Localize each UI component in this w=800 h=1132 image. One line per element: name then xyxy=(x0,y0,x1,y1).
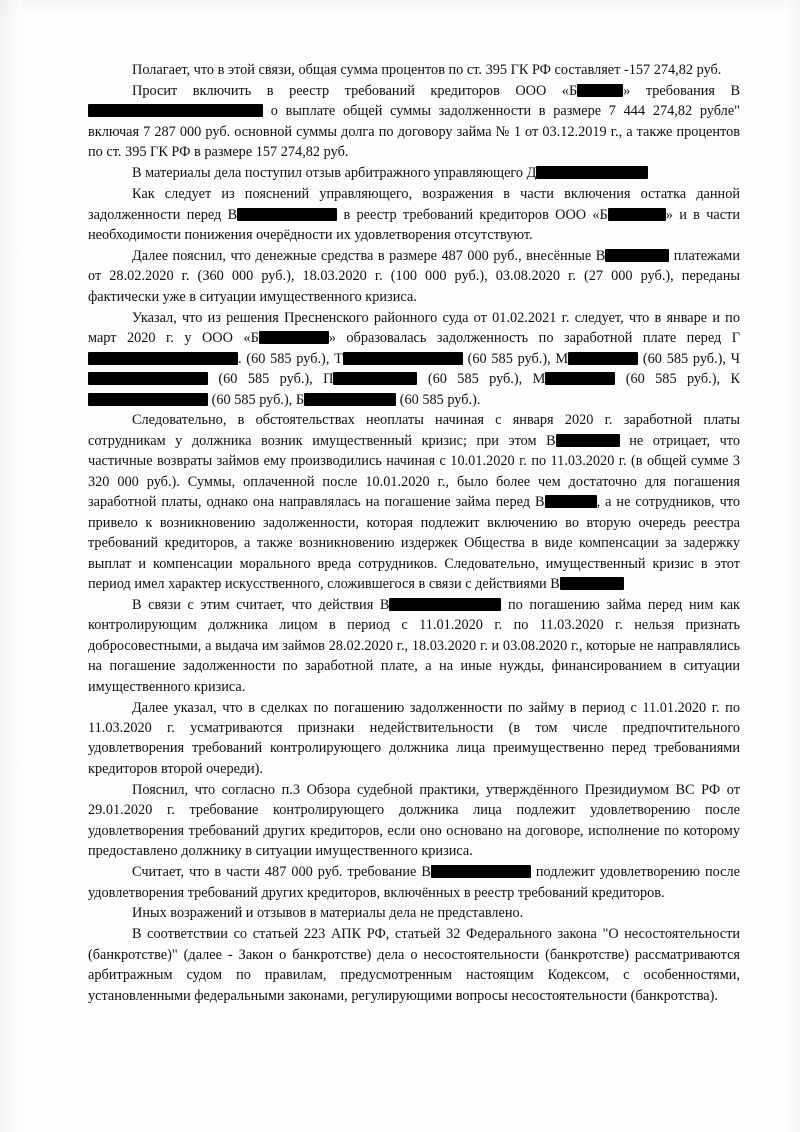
redaction-bar xyxy=(556,434,620,447)
redaction-bar xyxy=(88,352,238,365)
paragraph: Считает, что в части 487 000 руб. требование В подлежит удовлетворению после удовлетворения требований других кредиторов, включённых в реестр требований кредиторов. xyxy=(88,864,740,901)
page-edge-shadow-left xyxy=(0,0,22,1132)
redaction-bar xyxy=(536,166,648,179)
redaction-bar xyxy=(568,352,638,365)
redaction-bar xyxy=(431,865,531,878)
paragraph: В связи с этим считает, что действия В по погашению займа перед ним как контролирующим должника лицом в период с 11.01.2020 г. по 11.03.2020 г. нельзя признать добросовестными, а выдача им займов 28.02.2020 г., 18.03.2020 г. и 03.08.2020 г., которые не направлялись на погашение задолженности по заработной плате, а на иные нужды, финансированием в ситуации имущественного кризиса. xyxy=(88,596,740,695)
redaction-bar xyxy=(560,577,624,590)
redaction-bar xyxy=(333,372,417,385)
page-edge-shadow-right xyxy=(784,0,800,1132)
redaction-bar xyxy=(389,598,501,611)
paragraph: Далее указал, что в сделках по погашению задолженности по займу в период с 11.01.2020 г. по 11.03.2020 г. усматриваются признаки недействительности (в том числе предпочтительного удовлетворения требований контролирующего должника лица преимущественно перед требованиями кредиторов второй очереди). xyxy=(88,699,740,777)
paragraph: Просит включить в реестр требований кредиторов ООО «Б » требования В о выплате общей суммы задолженности в размере 7 444 274,82 рубле" включая 7 287 000 руб. основной суммы долга по договору займа № 1 от 03.12.2019 г., а также процентов по ст. 395 ГК РФ в размере 157 274,82 руб. xyxy=(88,82,740,161)
document-text-body xyxy=(88,60,740,1006)
paragraph: Следовательно, в обстоятельствах неоплаты начиная с января 2020 г. заработной платы сотрудникам у должника возник имущественный кризис; при этом В не отрицает, что частичные возвраты займов ему производились начиная с 10.01.2020 г. по 11.03.2020 г. (в общей сумме 3 320 000 руб.). Суммы, оплаченной после 10.01.2020 г., было более чем достаточно для погашения заработной платы, однако она направлялась на погашение займа перед В , а не сотрудников, что привело к возникновению задолженности, которая подлежит включению во вторую очередь реестра требований кредиторов, а также возникновению издержек Общества в виде компенсации за задержку выплат и компенсации морального вреда сотрудников. Следовательно, имущественный кризис в этот период имел характер искусственного, сложившегося в связи с действиями В xyxy=(88,412,740,592)
redaction-bar xyxy=(545,372,615,385)
page-edge-shadow-top xyxy=(0,0,800,14)
redaction-bar xyxy=(545,495,597,508)
redaction-bar xyxy=(88,372,208,385)
redaction-bar xyxy=(304,393,396,406)
paragraph: Как следует из пояснений управляющего, возражения в части включения остатка данной задолженности перед В в реестр требований кредиторов ООО «Б » и в части необходимости понижения очерёдности их удовлетворения отсутствуют. xyxy=(88,186,740,243)
paragraph: В соответствии со статьей 223 АПК РФ, статьей 32 Федерального закона "О несостоятельности (банкротстве)" (далее - Закон о банкротстве) дела о несостоятельности (банкротстве) рассматриваются арбитражным судом по правилам, предусмотренным настоящим Кодексом, с особенностями, установленными федеральными законами, регулирующими вопросы несостоятельности (банкротства). xyxy=(88,926,740,1004)
paragraph: Указал, что из решения Пресненского районного суда от 01.02.2021 г. следует, что в январе и по март 2020 г. у ООО «Б » образовалась задолженность по заработной плате перед Г. (60 585 руб.), Т (60 585 руб.), М (60 585 руб.), Ч (60 585 руб.), П (60 585 руб.), М (60 585 руб.), К (60 585 руб.), Б (60 585 руб.). xyxy=(88,309,741,408)
redaction-bar xyxy=(259,331,329,344)
redaction-bar xyxy=(88,104,263,117)
paragraph: Полагает, что в этой связи, общая сумма процентов по ст. 395 ГК РФ составляет -157 274,82 руб. xyxy=(132,62,722,78)
redaction-bar xyxy=(608,208,666,221)
paragraph: Иных возражений и отзывов в материалы дела не представлено. xyxy=(132,905,524,922)
redaction-bar xyxy=(88,393,208,406)
redaction-bar xyxy=(605,249,669,262)
paragraph: Далее пояснил, что денежные средства в размере 487 000 руб., внесённые В платежами от 28.02.2020 г. (360 000 руб.), 18.03.2020 г. (100 000 руб.), 03.08.2020 г. (27 000 руб.), переданы фактически уже в ситуации имущественного кризиса. xyxy=(88,247,741,305)
redaction-bar xyxy=(343,352,463,365)
paragraph: Пояснил, что согласно п.3 Обзора судебной практики, утверждённого Президиумом ВС РФ от 29.01.2020 г. требование контролирующего должника лица подлежит удовлетворению после удовлетворения требований других кредиторов, если оно основано на договоре, исполнение по которому предоставлено должнику в ситуации имущественного кризиса. xyxy=(88,781,740,860)
redaction-bar xyxy=(237,208,337,221)
paragraph: В материалы дела поступил отзыв арбитражного управляющего Д xyxy=(88,163,740,183)
redaction-bar xyxy=(577,84,623,97)
